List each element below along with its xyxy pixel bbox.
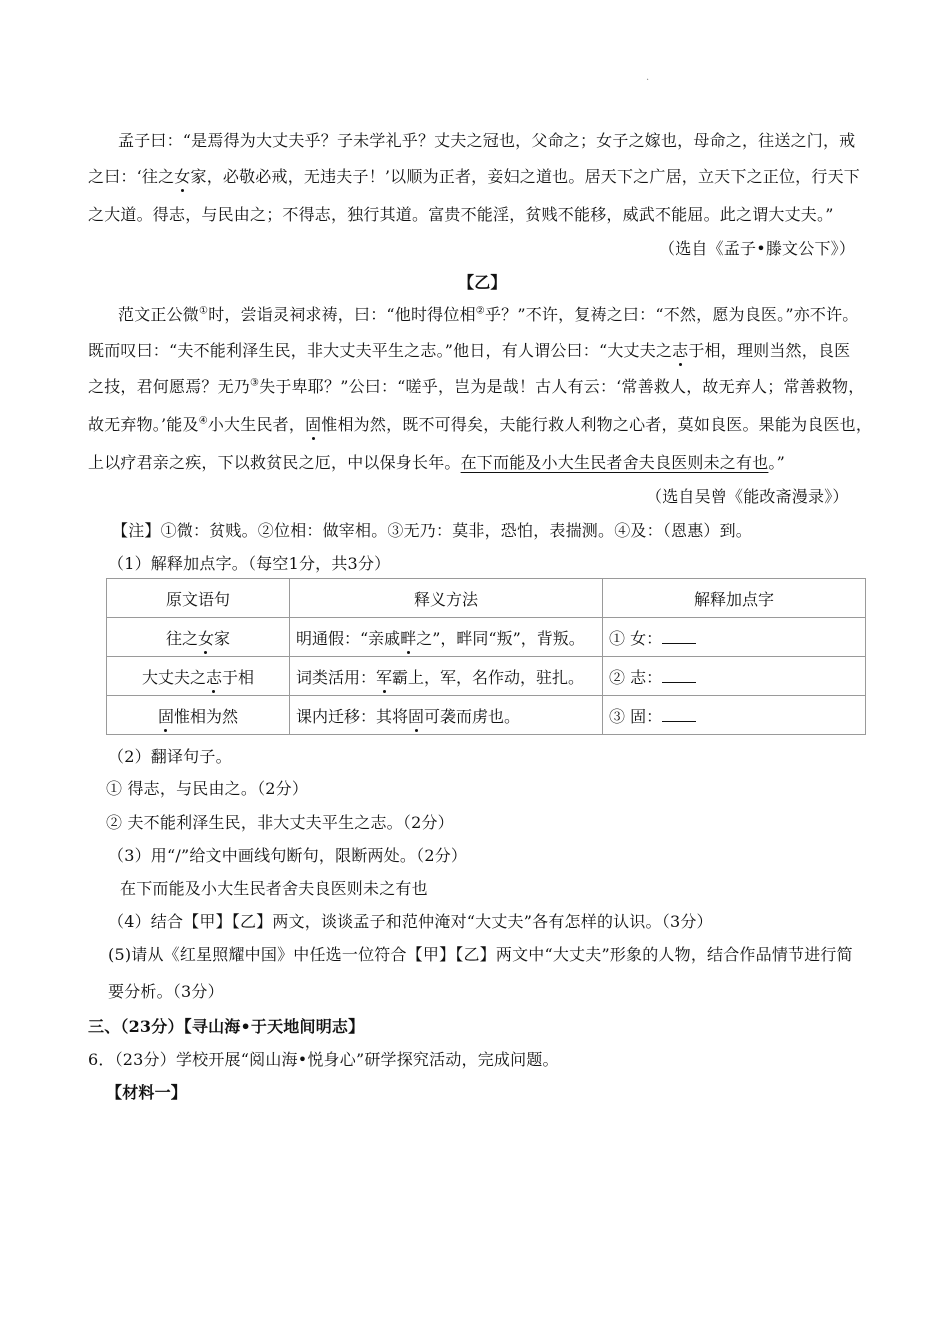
q5-line-2: 要分析。（3分） (108, 982, 224, 1001)
q6-prompt: 6．（23分）学校开展“阅山海•悦身心”研学探究活动，完成问题。 (88, 1050, 559, 1069)
q3-prompt: （3）用“/”给文中画线句断句，限断两处。（2分） (108, 846, 468, 865)
yi-line-3: 之技，君何愿焉？无乃③失于卑耶？”公曰：“嗟乎，岂为是哉！古人有云：‘常善救人，故无弃人；常善救物， (88, 377, 865, 396)
jia-line-2: 之曰：‘往之女家，必敬必戒，无违夫子！’以顺为正者，妾妇之道也。居天下之广居，立天下之正位，行天下 (88, 164, 860, 187)
q1-prompt: （1）解释加点字。（每空1分，共3分） (108, 554, 391, 573)
underlined-sentence: 在下而能及小大生民者舍夫良医则未之有也 (460, 453, 769, 472)
yi-line-5: 上以疗君亲之疾，下以救贫民之厄，中以保身长年。在下而能及小大生民者舍夫良医则未之有也。” (88, 453, 786, 472)
q2-sentence-1: ① 得志，与民由之。（2分） (106, 779, 309, 798)
table-header-row (107, 579, 866, 618)
table-row (107, 618, 866, 657)
section-3-heading: 三、（23分）【寻山海•于天地间明志】 (88, 1017, 365, 1036)
sentence-cell: 往之女家 (107, 618, 290, 657)
answer-cell[interactable]: ③ 固： (603, 696, 866, 735)
method-cell: 课内迁移：其将固可袭而虏也。 (290, 696, 603, 735)
header-mark: . (646, 72, 650, 83)
jia-line-3: 之大道。得志，与民由之；不得志，独行其道。富贵不能淫，贫贱不能移，威武不能屈。此之谓大丈夫。” (88, 205, 834, 224)
answer-blank (662, 707, 696, 722)
sentence-cell: 固惟相为然 (107, 696, 290, 735)
table-header-cell: 释义方法 (290, 579, 603, 618)
q1-table (106, 578, 866, 735)
yi-source: （选自吴曾《能改斋漫录》） (646, 487, 849, 506)
q4-prompt: （4）结合【甲】【乙】两文，谈谈孟子和范仲淹对“大丈夫”各有怎样的认识。（3分） (108, 912, 713, 931)
q3-sentence: 在下而能及小大生民者舍夫良医则未之有也 (120, 879, 428, 898)
yi-heading: 【乙】 (458, 273, 507, 292)
q2-prompt: （2）翻译句子。 (108, 747, 232, 766)
answer-cell[interactable]: ① 女： (603, 618, 866, 657)
yi-line-1: 范文正公微①时，尝诣灵祠求祷，曰：“他时得位相②乎？”不许，复祷之曰：“不然，愿为良医。”亦不许。 (118, 305, 859, 324)
table-header-cell: 原文语句 (107, 579, 290, 618)
yi-line-2: 既而叹曰：“夫不能利泽生民，非大丈夫平生之志。”他日，有人谓公曰：“大丈夫之志于相，理则当然，良医 (88, 338, 850, 361)
annotation-note: 【注】①微：贫贱。②位相：做宰相。③无乃：莫非，恐怕，表揣测。④及：（恩惠）到。 (112, 521, 753, 540)
answer-blank (662, 668, 696, 683)
yi-line-4: 故无弃物。’能及④小大生民者，固惟相为然，既不可得矣，夫能行救人利物之心者，莫如良医。果能为良医也， (88, 412, 872, 435)
method-cell: 明通假：“亲戚畔之”，畔同“叛”，背叛。 (290, 618, 603, 657)
material-1-heading: 【材料一】 (106, 1083, 188, 1102)
sentence-cell: 大丈夫之志于相 (107, 657, 290, 696)
table-row (107, 657, 866, 696)
q2-sentence-2: ② 夫不能利泽生民，非大丈夫平生之志。（2分） (106, 813, 454, 832)
answer-blank (662, 629, 696, 644)
jia-source: （选自《孟子•滕文公下》） (659, 239, 856, 258)
answer-cell[interactable]: ② 志： (603, 657, 866, 696)
jia-line-1: 孟子曰：“是焉得为大丈夫乎？子未学礼乎？丈夫之冠也，父命之；女子之嫁也，母命之，往送之门，戒 (118, 131, 856, 150)
method-cell: 词类活用：军霸上，军，名作动，驻扎。 (290, 657, 603, 696)
q5-line-1: (5)请从《红星照耀中国》中任选一位符合【甲】【乙】两文中“大丈夫”形象的人物，结合作品情节进行简 (108, 945, 853, 964)
table-header-cell: 解释加点字 (603, 579, 866, 618)
table-row (107, 696, 866, 735)
